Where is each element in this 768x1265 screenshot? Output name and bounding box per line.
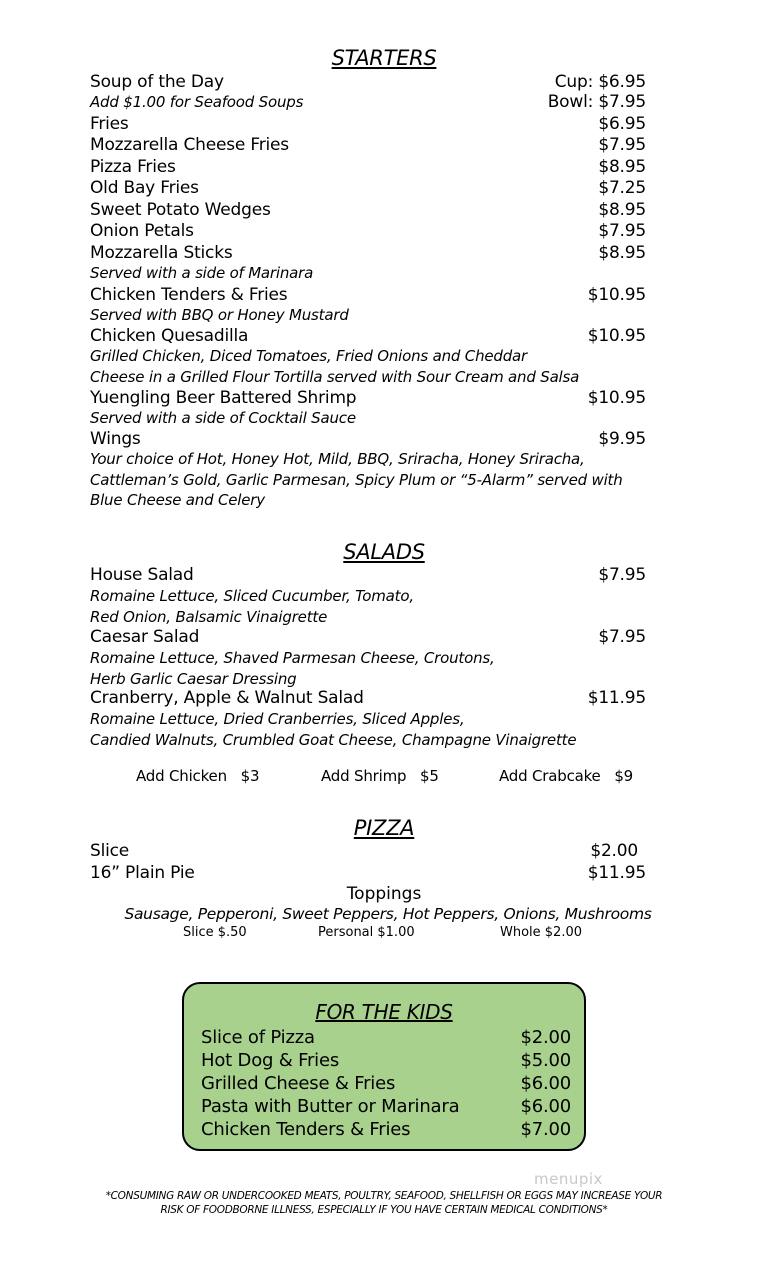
item-price: $2.00 bbox=[590, 841, 638, 861]
topping-price-slice: Slice $.50 bbox=[183, 925, 247, 940]
toppings-title: Toppings bbox=[346, 884, 422, 904]
item-name: Cranberry, Apple & Walnut Salad bbox=[90, 688, 364, 708]
item-price: $8.95 bbox=[598, 200, 646, 220]
toppings-list: Sausage, Pepperoni, Sweet Peppers, Hot Peppers, Onions, Mushrooms bbox=[124, 905, 652, 923]
menu-item bbox=[90, 326, 646, 348]
item-description bbox=[90, 346, 650, 387]
menu-item bbox=[201, 1073, 571, 1095]
menu-item-soup bbox=[90, 72, 646, 94]
item-price: $9.95 bbox=[598, 429, 646, 449]
description-line: Romaine Lettuce, Dried Cranberries, Sliced Apples, bbox=[90, 710, 465, 728]
item-price: $7.00 bbox=[520, 1119, 571, 1140]
menu-item bbox=[90, 114, 646, 136]
description-line: Red Onion, Balsamic Vinaigrette bbox=[90, 607, 328, 626]
item-name: Hot Dog & Fries bbox=[201, 1050, 340, 1071]
item-name: Soup of the Day bbox=[90, 72, 224, 92]
menu-item bbox=[90, 688, 646, 710]
item-price: $11.95 bbox=[587, 688, 646, 708]
item-description bbox=[90, 709, 650, 750]
topping-price-personal: Personal $1.00 bbox=[318, 925, 415, 940]
item-name: Fries bbox=[90, 114, 129, 134]
menu-item bbox=[90, 627, 646, 649]
menu-item bbox=[90, 135, 646, 157]
item-name: Chicken Tenders & Fries bbox=[201, 1119, 411, 1140]
item-note: Add $1.00 for Seafood Soups bbox=[90, 93, 304, 111]
addon-label: Add Shrimp bbox=[321, 767, 407, 785]
addon-label: Add Crabcake bbox=[499, 767, 601, 785]
menu-item bbox=[90, 565, 646, 587]
menu-item bbox=[90, 200, 646, 222]
item-description bbox=[90, 449, 650, 511]
starters-heading: STARTERS bbox=[331, 46, 437, 70]
disclaimer bbox=[84, 1189, 684, 1217]
topping-price-whole: Whole $2.00 bbox=[500, 925, 583, 940]
menu-item bbox=[201, 1096, 571, 1118]
item-price-cup: Cup: $6.95 bbox=[554, 72, 646, 92]
pizza-heading: PIZZA bbox=[353, 816, 415, 840]
description-line: Blue Cheese and Celery bbox=[90, 491, 265, 510]
item-name: Pizza Fries bbox=[90, 157, 176, 177]
description-line: Romaine Lettuce, Shaved Parmesan Cheese, Croutons, bbox=[90, 649, 495, 667]
item-description: Served with a side of Cocktail Sauce bbox=[90, 409, 356, 427]
disclaimer-line: *CONSUMING RAW OR UNDERCOOKED MEATS, POULTRY, SEAFOOD, SHELLFISH OR EGGS MAY INCREASE YOUR bbox=[105, 1190, 663, 1202]
item-price: $7.95 bbox=[598, 627, 646, 647]
item-price: $6.00 bbox=[520, 1096, 571, 1117]
item-name: Chicken Quesadilla bbox=[90, 326, 249, 346]
menu-item bbox=[201, 1027, 571, 1049]
menu-item bbox=[90, 221, 646, 243]
menu-item bbox=[90, 285, 646, 307]
item-price: $7.95 bbox=[598, 135, 646, 155]
addon-label: Add Chicken bbox=[136, 767, 227, 785]
item-name: Mozzarella Sticks bbox=[90, 243, 233, 263]
item-price: $11.95 bbox=[587, 863, 646, 883]
item-price: $10.95 bbox=[587, 285, 646, 305]
item-name: Slice of Pizza bbox=[201, 1027, 315, 1048]
item-name: Wings bbox=[90, 429, 141, 449]
menu-item-soup-bowl bbox=[90, 92, 646, 114]
item-name: 16” Plain Pie bbox=[90, 863, 195, 883]
item-name: Onion Petals bbox=[90, 221, 194, 241]
item-price: $6.95 bbox=[598, 114, 646, 134]
item-description: Served with BBQ or Honey Mustard bbox=[90, 306, 349, 324]
item-name: Sweet Potato Wedges bbox=[90, 200, 271, 220]
item-price: $7.95 bbox=[598, 221, 646, 241]
item-price: $8.95 bbox=[598, 157, 646, 177]
item-name: Old Bay Fries bbox=[90, 178, 199, 198]
addon-shrimp bbox=[321, 767, 439, 785]
menu-item bbox=[201, 1119, 571, 1141]
item-price: $6.00 bbox=[520, 1073, 571, 1094]
addon-price: $3 bbox=[240, 767, 260, 785]
kids-menu-box bbox=[182, 982, 586, 1151]
addon-chicken bbox=[136, 767, 259, 785]
item-name: House Salad bbox=[90, 565, 194, 585]
menu-item bbox=[90, 429, 646, 451]
addon-crabcake bbox=[499, 767, 633, 785]
item-price: $7.95 bbox=[598, 565, 646, 585]
menu-item bbox=[90, 388, 646, 410]
description-line: Candied Walnuts, Crumbled Goat Cheese, Champagne Vinaigrette bbox=[90, 730, 577, 749]
addon-price: $5 bbox=[420, 767, 439, 785]
item-price-bowl: Bowl: $7.95 bbox=[547, 92, 646, 112]
item-name: Slice bbox=[90, 841, 130, 861]
item-name: Chicken Tenders & Fries bbox=[90, 285, 288, 305]
description-line: Herb Garlic Caesar Dressing bbox=[90, 669, 297, 688]
item-price: $2.00 bbox=[520, 1027, 571, 1048]
menu-item bbox=[90, 178, 646, 200]
kids-heading: FOR THE KIDS bbox=[315, 1000, 453, 1024]
item-name: Grilled Cheese & Fries bbox=[201, 1073, 396, 1094]
description-line: Romaine Lettuce, Sliced Cucumber, Tomato, bbox=[90, 587, 414, 605]
description-line: Cattleman’s Gold, Garlic Parmesan, Spicy Plum or “5-Alarm” served with bbox=[90, 470, 623, 489]
item-description bbox=[90, 586, 650, 627]
item-name: Caesar Salad bbox=[90, 627, 200, 647]
description-line: Cheese in a Grilled Flour Tortilla served with Sour Cream and Salsa bbox=[90, 367, 580, 386]
item-description bbox=[90, 648, 650, 689]
item-name: Pasta with Butter or Marinara bbox=[201, 1096, 460, 1117]
item-description: Served with a side of Marinara bbox=[90, 264, 314, 282]
item-name: Mozzarella Cheese Fries bbox=[90, 135, 289, 155]
disclaimer-line: RISK OF FOODBORNE ILLNESS, ESPECIALLY IF YOU HAVE CERTAIN MEDICAL CONDITIONS* bbox=[160, 1204, 608, 1216]
item-price: $5.00 bbox=[520, 1050, 571, 1071]
menu-item bbox=[201, 1050, 571, 1072]
menu-item bbox=[90, 863, 646, 885]
description-line: Your choice of Hot, Honey Hot, Mild, BBQ, Sriracha, Honey Sriracha, bbox=[90, 450, 585, 468]
addon-price: $9 bbox=[614, 767, 633, 785]
salads-heading: SALADS bbox=[343, 540, 425, 564]
description-line: Grilled Chicken, Diced Tomatoes, Fried Onions and Cheddar bbox=[90, 347, 528, 365]
item-price: $10.95 bbox=[587, 326, 646, 346]
menu-item bbox=[90, 157, 646, 179]
watermark: menupix bbox=[534, 1170, 603, 1188]
menu-item bbox=[90, 841, 638, 863]
item-price: $10.95 bbox=[587, 388, 646, 408]
item-price: $8.95 bbox=[598, 243, 646, 263]
menu-item bbox=[90, 243, 646, 265]
item-name: Yuengling Beer Battered Shrimp bbox=[90, 388, 357, 408]
item-price: $7.25 bbox=[598, 178, 646, 198]
